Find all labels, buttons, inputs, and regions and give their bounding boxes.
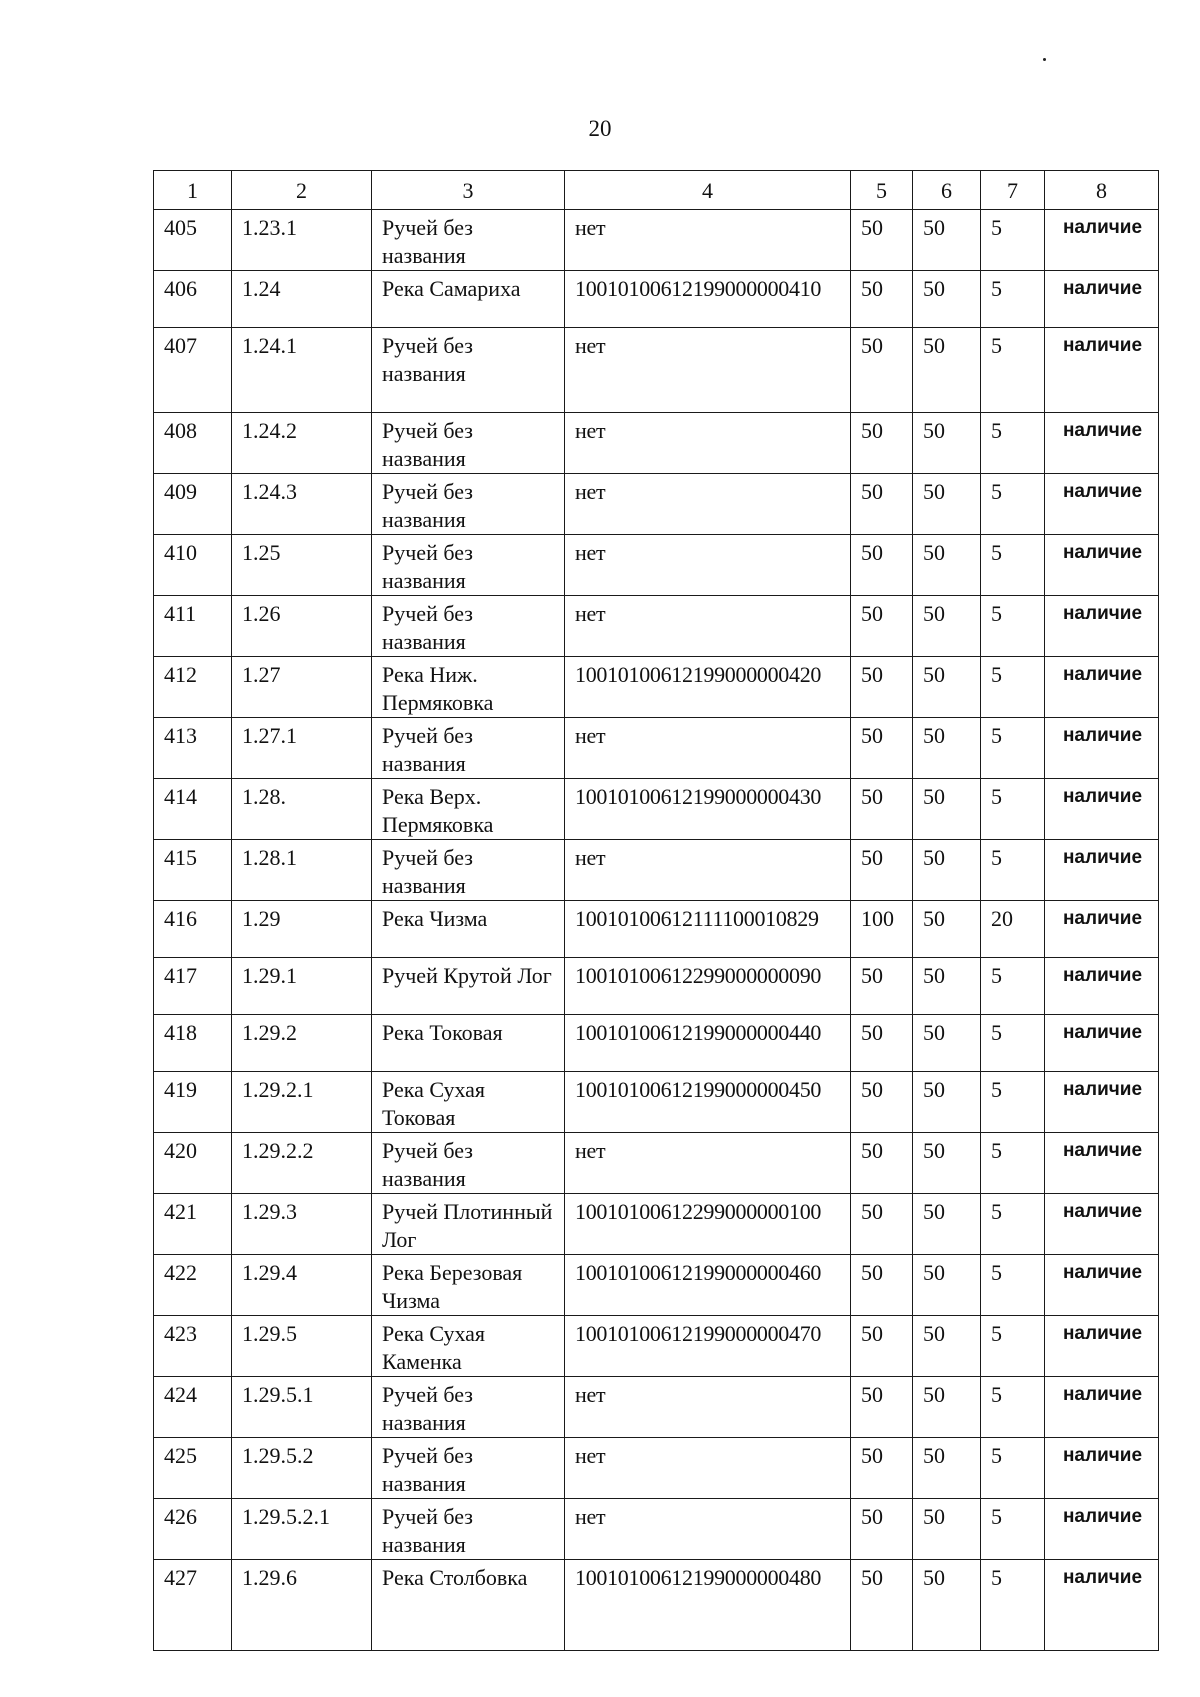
value-col5-cell: 50 [851, 718, 913, 779]
row-number-cell: 410 [154, 535, 232, 596]
identifier-cell: 10010100612199000000430 [565, 779, 851, 840]
value-col6-cell: 50 [913, 901, 981, 958]
identifier-cell: 10010100612199000000440 [565, 1015, 851, 1072]
row-number-cell: 416 [154, 901, 232, 958]
value-col5-cell: 50 [851, 779, 913, 840]
column-header: 5 [851, 171, 913, 210]
value-col5-cell: 50 [851, 1316, 913, 1377]
column-header: 8 [1045, 171, 1159, 210]
value-col6-cell: 50 [913, 1255, 981, 1316]
table-row [154, 535, 1159, 596]
identifier-cell: нет [565, 840, 851, 901]
code-cell: 1.29.3 [232, 1194, 372, 1255]
table-row [154, 1133, 1159, 1194]
value-col5-cell: 50 [851, 328, 913, 413]
name-cell: Ручей без названия [372, 1133, 565, 1194]
value-col7-cell: 5 [981, 271, 1045, 328]
row-number-cell: 418 [154, 1015, 232, 1072]
name-cell: Ручей без названия [372, 210, 565, 271]
table-row [154, 718, 1159, 779]
code-cell: 1.25 [232, 535, 372, 596]
column-header: 6 [913, 171, 981, 210]
value-col5-cell: 50 [851, 271, 913, 328]
name-cell: Река Сухая Каменка [372, 1316, 565, 1377]
header-row [154, 171, 1159, 210]
code-cell: 1.29.5.1 [232, 1377, 372, 1438]
value-col6-cell: 50 [913, 840, 981, 901]
value-col6-cell: 50 [913, 718, 981, 779]
name-cell: Ручей без названия [372, 718, 565, 779]
value-col7-cell: 5 [981, 210, 1045, 271]
row-number-cell: 420 [154, 1133, 232, 1194]
status-cell: наличие [1045, 1377, 1159, 1438]
code-cell: 1.26 [232, 596, 372, 657]
status-cell: наличие [1045, 901, 1159, 958]
value-col5-cell: 50 [851, 1194, 913, 1255]
water-bodies-table [153, 170, 1159, 1651]
table-row [154, 1499, 1159, 1560]
row-number-cell: 421 [154, 1194, 232, 1255]
value-col7-cell: 5 [981, 328, 1045, 413]
status-cell: наличие [1045, 210, 1159, 271]
row-number-cell: 409 [154, 474, 232, 535]
code-cell: 1.24 [232, 271, 372, 328]
row-number-cell: 414 [154, 779, 232, 840]
row-number-cell: 427 [154, 1560, 232, 1651]
status-cell: наличие [1045, 474, 1159, 535]
name-cell: Река Самариха [372, 271, 565, 328]
status-cell: наличие [1045, 840, 1159, 901]
name-cell: Ручей Крутой Лог [372, 958, 565, 1015]
identifier-cell: 10010100612199000000480 [565, 1560, 851, 1651]
row-number-cell: 417 [154, 958, 232, 1015]
value-col5-cell: 50 [851, 535, 913, 596]
value-col7-cell: 5 [981, 1015, 1045, 1072]
value-col7-cell: 5 [981, 958, 1045, 1015]
value-col5-cell: 50 [851, 1255, 913, 1316]
value-col5-cell: 50 [851, 1560, 913, 1651]
value-col6-cell: 50 [913, 535, 981, 596]
name-cell: Ручей без названия [372, 535, 565, 596]
status-cell: наличие [1045, 1499, 1159, 1560]
table-row [154, 657, 1159, 718]
value-col6-cell: 50 [913, 474, 981, 535]
table-row [154, 474, 1159, 535]
value-col6-cell: 50 [913, 596, 981, 657]
table-row [154, 210, 1159, 271]
value-col5-cell: 50 [851, 1133, 913, 1194]
value-col5-cell: 50 [851, 840, 913, 901]
status-cell: наличие [1045, 958, 1159, 1015]
identifier-cell: 10010100612199000000450 [565, 1072, 851, 1133]
value-col6-cell: 50 [913, 1015, 981, 1072]
value-col6-cell: 50 [913, 1133, 981, 1194]
status-cell: наличие [1045, 1015, 1159, 1072]
value-col5-cell: 50 [851, 657, 913, 718]
value-col5-cell: 50 [851, 1377, 913, 1438]
row-number-cell: 426 [154, 1499, 232, 1560]
table-row [154, 779, 1159, 840]
code-cell: 1.29.2.1 [232, 1072, 372, 1133]
table-row [154, 958, 1159, 1015]
name-cell: Ручей без названия [372, 1499, 565, 1560]
value-col7-cell: 20 [981, 901, 1045, 958]
value-col7-cell: 5 [981, 657, 1045, 718]
code-cell: 1.29.6 [232, 1560, 372, 1651]
name-cell: Река Верх. Пермяковка [372, 779, 565, 840]
value-col7-cell: 5 [981, 1255, 1045, 1316]
identifier-cell: 10010100612111100010829 [565, 901, 851, 958]
value-col7-cell: 5 [981, 1194, 1045, 1255]
identifier-cell: нет [565, 474, 851, 535]
table-row [154, 596, 1159, 657]
identifier-cell: нет [565, 535, 851, 596]
row-number-cell: 422 [154, 1255, 232, 1316]
status-cell: наличие [1045, 1194, 1159, 1255]
row-number-cell: 423 [154, 1316, 232, 1377]
value-col5-cell: 50 [851, 1015, 913, 1072]
column-header: 2 [232, 171, 372, 210]
row-number-cell: 411 [154, 596, 232, 657]
status-cell: наличие [1045, 1560, 1159, 1651]
table-row [154, 328, 1159, 413]
code-cell: 1.24.3 [232, 474, 372, 535]
name-cell: Ручей без названия [372, 474, 565, 535]
identifier-cell: нет [565, 1377, 851, 1438]
column-header: 3 [372, 171, 565, 210]
name-cell: Река Токовая [372, 1015, 565, 1072]
code-cell: 1.24.2 [232, 413, 372, 474]
row-number-cell: 424 [154, 1377, 232, 1438]
code-cell: 1.29.4 [232, 1255, 372, 1316]
row-number-cell: 425 [154, 1438, 232, 1499]
name-cell: Ручей без названия [372, 840, 565, 901]
identifier-cell: нет [565, 718, 851, 779]
status-cell: наличие [1045, 779, 1159, 840]
code-cell: 1.29.5.2.1 [232, 1499, 372, 1560]
name-cell: Ручей без названия [372, 1377, 565, 1438]
name-cell: Река Березовая Чизма [372, 1255, 565, 1316]
scan-speck [1043, 58, 1046, 61]
value-col6-cell: 50 [913, 210, 981, 271]
row-number-cell: 406 [154, 271, 232, 328]
page-number: 20 [588, 116, 612, 141]
value-col6-cell: 50 [913, 1072, 981, 1133]
identifier-cell: 10010100612199000000420 [565, 657, 851, 718]
code-cell: 1.27 [232, 657, 372, 718]
name-cell: Ручей без названия [372, 413, 565, 474]
value-col6-cell: 50 [913, 413, 981, 474]
status-cell: наличие [1045, 1072, 1159, 1133]
code-cell: 1.24.1 [232, 328, 372, 413]
row-number-cell: 413 [154, 718, 232, 779]
value-col7-cell: 5 [981, 1377, 1045, 1438]
value-col5-cell: 50 [851, 1438, 913, 1499]
table-row [154, 1316, 1159, 1377]
value-col6-cell: 50 [913, 1316, 981, 1377]
table-row [154, 1255, 1159, 1316]
code-cell: 1.23.1 [232, 210, 372, 271]
code-cell: 1.29.1 [232, 958, 372, 1015]
name-cell: Ручей без названия [372, 328, 565, 413]
value-col6-cell: 50 [913, 779, 981, 840]
identifier-cell: нет [565, 1438, 851, 1499]
row-number-cell: 412 [154, 657, 232, 718]
name-cell: Река Сухая Токовая [372, 1072, 565, 1133]
value-col5-cell: 50 [851, 474, 913, 535]
value-col7-cell: 5 [981, 1072, 1045, 1133]
value-col7-cell: 5 [981, 596, 1045, 657]
table-row [154, 1377, 1159, 1438]
status-cell: наличие [1045, 328, 1159, 413]
value-col6-cell: 50 [913, 958, 981, 1015]
identifier-cell: нет [565, 328, 851, 413]
code-cell: 1.29.2.2 [232, 1133, 372, 1194]
code-cell: 1.29.5.2 [232, 1438, 372, 1499]
status-cell: наличие [1045, 1438, 1159, 1499]
status-cell: наличие [1045, 1255, 1159, 1316]
value-col6-cell: 50 [913, 1560, 981, 1651]
table-row [154, 1438, 1159, 1499]
value-col6-cell: 50 [913, 657, 981, 718]
code-cell: 1.29.2 [232, 1015, 372, 1072]
table-body [154, 210, 1159, 1651]
value-col6-cell: 50 [913, 328, 981, 413]
name-cell: Ручей Плотинный Лог [372, 1194, 565, 1255]
value-col7-cell: 5 [981, 840, 1045, 901]
value-col5-cell: 50 [851, 596, 913, 657]
table-row [154, 1194, 1159, 1255]
value-col7-cell: 5 [981, 1133, 1045, 1194]
row-number-cell: 407 [154, 328, 232, 413]
identifier-cell: нет [565, 1499, 851, 1560]
identifier-cell: нет [565, 210, 851, 271]
value-col5-cell: 50 [851, 958, 913, 1015]
identifier-cell: 10010100612299000000090 [565, 958, 851, 1015]
table-row [154, 901, 1159, 958]
status-cell: наличие [1045, 657, 1159, 718]
identifier-cell: 10010100612199000000460 [565, 1255, 851, 1316]
value-col7-cell: 5 [981, 474, 1045, 535]
code-cell: 1.29 [232, 901, 372, 958]
table-row [154, 413, 1159, 474]
value-col5-cell: 50 [851, 210, 913, 271]
value-col7-cell: 5 [981, 535, 1045, 596]
value-col7-cell: 5 [981, 779, 1045, 840]
value-col6-cell: 50 [913, 1499, 981, 1560]
name-cell: Река Столбовка [372, 1560, 565, 1651]
value-col5-cell: 50 [851, 1072, 913, 1133]
table-row [154, 271, 1159, 328]
column-header: 7 [981, 171, 1045, 210]
identifier-cell: 10010100612199000000410 [565, 271, 851, 328]
identifier-cell: 10010100612199000000470 [565, 1316, 851, 1377]
status-cell: наличие [1045, 596, 1159, 657]
row-number-cell: 419 [154, 1072, 232, 1133]
status-cell: наличие [1045, 1133, 1159, 1194]
code-cell: 1.27.1 [232, 718, 372, 779]
status-cell: наличие [1045, 718, 1159, 779]
table-row [154, 1072, 1159, 1133]
identifier-cell: нет [565, 596, 851, 657]
name-cell: Река Чизма [372, 901, 565, 958]
column-header: 4 [565, 171, 851, 210]
row-number-cell: 408 [154, 413, 232, 474]
name-cell: Ручей без названия [372, 1438, 565, 1499]
value-col7-cell: 5 [981, 413, 1045, 474]
value-col7-cell: 5 [981, 1316, 1045, 1377]
table-row [154, 1560, 1159, 1651]
value-col7-cell: 5 [981, 1499, 1045, 1560]
code-cell: 1.28. [232, 779, 372, 840]
row-number-cell: 415 [154, 840, 232, 901]
table-row [154, 840, 1159, 901]
value-col5-cell: 50 [851, 1499, 913, 1560]
value-col6-cell: 50 [913, 1194, 981, 1255]
identifier-cell: 10010100612299000000100 [565, 1194, 851, 1255]
identifier-cell: нет [565, 1133, 851, 1194]
status-cell: наличие [1045, 413, 1159, 474]
status-cell: наличие [1045, 1316, 1159, 1377]
value-col7-cell: 5 [981, 1438, 1045, 1499]
value-col5-cell: 100 [851, 901, 913, 958]
code-cell: 1.28.1 [232, 840, 372, 901]
row-number-cell: 405 [154, 210, 232, 271]
value-col6-cell: 50 [913, 1377, 981, 1438]
name-cell: Река Ниж. Пермяковка [372, 657, 565, 718]
status-cell: наличие [1045, 535, 1159, 596]
name-cell: Ручей без названия [372, 596, 565, 657]
value-col6-cell: 50 [913, 271, 981, 328]
value-col5-cell: 50 [851, 413, 913, 474]
identifier-cell: нет [565, 413, 851, 474]
table-row [154, 1015, 1159, 1072]
value-col7-cell: 5 [981, 718, 1045, 779]
value-col7-cell: 5 [981, 1560, 1045, 1651]
code-cell: 1.29.5 [232, 1316, 372, 1377]
status-cell: наличие [1045, 271, 1159, 328]
value-col6-cell: 50 [913, 1438, 981, 1499]
column-header: 1 [154, 171, 232, 210]
